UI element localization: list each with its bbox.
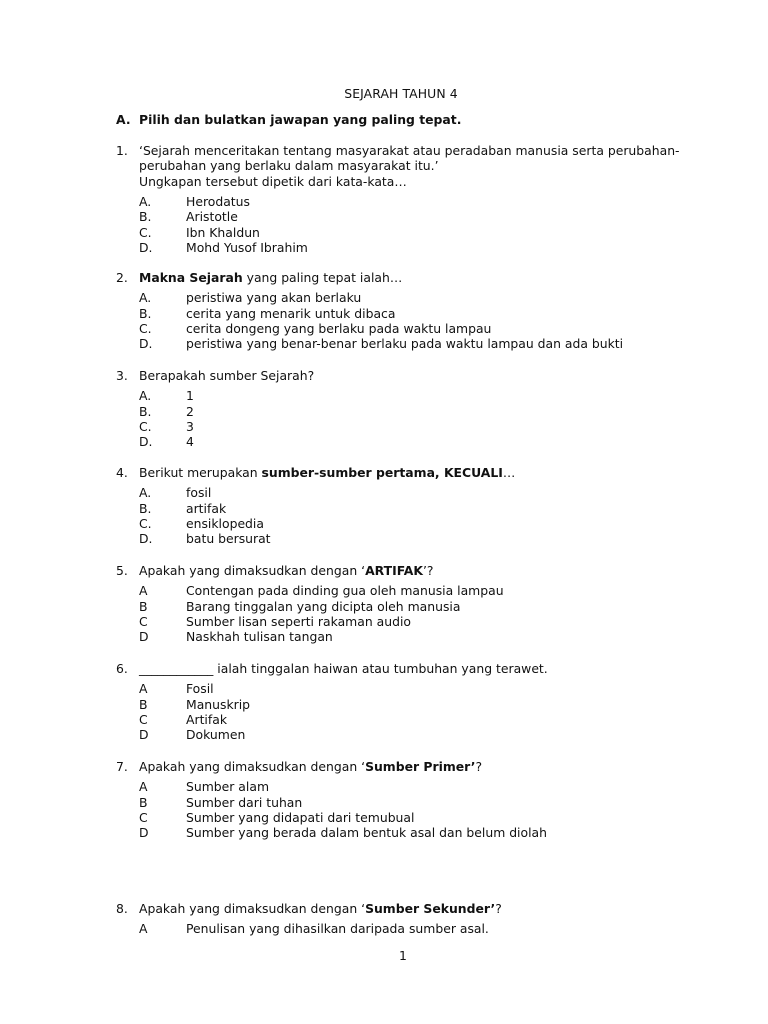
option-letter: A. [139, 485, 152, 501]
question-text-part: Apakah yang dimaksudkan dengan ‘ [139, 563, 366, 578]
question-text-part: ? [475, 759, 483, 774]
question-7 [116, 759, 716, 841]
question-text [139, 759, 716, 774]
option-text: Mohd Yusof Ibrahim [186, 240, 308, 256]
question-number: 3. [116, 368, 128, 383]
option-text: artifak [186, 500, 227, 516]
option-text: Sumber yang didapati dari temubual [186, 810, 415, 826]
question-text [139, 661, 716, 676]
option-text: cerita yang menarik untuk dibaca [186, 305, 396, 321]
option-list [139, 681, 716, 743]
option-text: ensiklopedia [186, 516, 264, 532]
question-text-part: Berikut merupakan [139, 465, 262, 480]
option-list [139, 921, 716, 936]
question-text-part: yang paling tepat ialah… [242, 270, 403, 285]
option-letter: D. [139, 434, 153, 450]
option-letter: D. [139, 336, 153, 352]
option-letter: A [139, 583, 148, 599]
answer-option[interactable] [139, 501, 716, 516]
option-letter: B. [139, 305, 152, 321]
question-text-bold: Sumber Sekunder’ [365, 901, 496, 916]
answer-option[interactable] [139, 825, 716, 840]
option-text: Fosil [186, 681, 214, 697]
option-letter: C [139, 712, 148, 728]
option-text: peristiwa yang benar-benar berlaku pada waktu lampau dan ada bukti [186, 336, 624, 352]
question-3 [116, 368, 716, 450]
question-number: 6. [116, 661, 128, 676]
question-number: 7. [116, 759, 128, 774]
option-text: Ibn Khaldun [186, 224, 260, 240]
question-text [139, 143, 716, 189]
option-letter: D. [139, 240, 153, 256]
answer-option[interactable] [139, 516, 716, 531]
section-letter: A. [116, 112, 131, 127]
answer-option[interactable] [139, 240, 716, 255]
option-letter: A [139, 681, 148, 697]
question-text-bold: ARTIFAK [365, 563, 423, 578]
option-letter: A [139, 779, 148, 795]
answer-option[interactable] [139, 921, 716, 936]
option-text: Naskhah tulisan tangan [186, 629, 333, 645]
option-letter: B [139, 794, 148, 810]
question-number: 8. [116, 901, 128, 916]
answer-option[interactable] [139, 681, 716, 696]
question-number: 1. [116, 143, 128, 158]
option-text: 3 [186, 419, 194, 435]
option-text: Dokumen [186, 727, 246, 743]
question-1 [116, 143, 716, 255]
answer-option[interactable] [139, 419, 716, 434]
option-text: Sumber dari tuhan [186, 794, 303, 810]
question-text [139, 563, 716, 578]
option-letter: D [139, 629, 149, 645]
question-number: 5. [116, 563, 128, 578]
question-text-part: ’? [422, 563, 434, 578]
question-5 [116, 563, 716, 645]
option-text: batu bersurat [186, 531, 271, 547]
option-text: Artifak [186, 712, 228, 728]
section-instruction: Pilih dan bulatkan jawapan yang paling tepat. [139, 112, 462, 127]
question-text-bold: Sumber Primer’ [365, 759, 476, 774]
answer-option[interactable] [139, 810, 716, 825]
option-letter: D [139, 727, 149, 743]
option-letter: B [139, 696, 148, 712]
question-text-part: ____________ ialah tinggalan haiwan atau tumbuhan yang terawet. [139, 661, 548, 676]
option-letter: C [139, 810, 148, 826]
question-text [139, 901, 716, 916]
answer-option[interactable] [139, 209, 716, 224]
option-letter: A. [139, 193, 152, 209]
answer-option[interactable] [139, 336, 716, 351]
option-list [139, 194, 716, 256]
question-6 [116, 661, 716, 743]
answer-option[interactable] [139, 779, 716, 794]
answer-option[interactable] [139, 290, 716, 305]
option-letter: D [139, 825, 149, 841]
option-letter: A. [139, 388, 152, 404]
answer-option[interactable] [139, 485, 716, 500]
question-text-bold: Makna Sejarah [139, 270, 243, 285]
answer-option[interactable] [139, 306, 716, 321]
question-text-part: Apakah yang dimaksudkan dengan ‘ [139, 901, 366, 916]
option-letter: B. [139, 209, 152, 225]
answer-option[interactable] [139, 434, 716, 449]
question-text-part: … [502, 465, 516, 480]
page-number: 1 [399, 948, 407, 963]
question-8 [116, 901, 716, 937]
option-list [139, 485, 716, 547]
answer-option[interactable] [139, 225, 716, 240]
answer-option[interactable] [139, 727, 716, 742]
option-text: 4 [186, 434, 194, 450]
option-text: Manuskrip [186, 696, 251, 712]
option-letter: C. [139, 516, 152, 532]
page-title: SEJARAH TAHUN 4 [344, 86, 458, 101]
question-number: 2. [116, 270, 128, 285]
option-text: Penulisan yang dihasilkan daripada sumber asal. [186, 921, 489, 937]
option-letter: C [139, 614, 148, 630]
answer-option[interactable] [139, 583, 716, 598]
option-text: Sumber lisan seperti rakaman audio [186, 614, 411, 630]
question-text-part: ‘Sejarah menceritakan tentang masyarakat atau peradaban manusia serta perubahan- perubahan yang berlaku dalam masyarakat itu.’ Ungkapan tersebut dipetik dari kata-kata… [139, 143, 680, 189]
option-list [139, 779, 716, 841]
answer-option[interactable] [139, 404, 716, 419]
option-list [139, 388, 716, 450]
option-letter: C. [139, 321, 152, 337]
option-text: 1 [186, 388, 194, 404]
answer-option[interactable] [139, 388, 716, 403]
option-text: Sumber alam [186, 779, 270, 795]
option-text: Barang tinggalan yang dicipta oleh manusia [186, 598, 461, 614]
answer-option[interactable] [139, 531, 716, 546]
question-number: 4. [116, 465, 128, 480]
question-text-part: Berapakah sumber Sejarah? [139, 368, 315, 383]
option-letter: A. [139, 290, 152, 306]
option-text: Herodatus [186, 193, 250, 209]
question-text-part: ? [495, 901, 502, 916]
option-text: peristiwa yang akan berlaku [186, 290, 362, 306]
option-letter: B [139, 598, 148, 614]
answer-option[interactable] [139, 321, 716, 336]
section-a-instruction [116, 112, 461, 127]
answer-option[interactable] [139, 629, 716, 644]
option-text: cerita dongeng yang berlaku pada waktu lampau [186, 321, 492, 337]
option-letter: D. [139, 531, 153, 547]
answer-option[interactable] [139, 795, 716, 810]
answer-option[interactable] [139, 614, 716, 629]
question-text [139, 270, 716, 285]
question-text-part: Apakah yang dimaksudkan dengan ‘ [139, 759, 366, 774]
question-text [139, 368, 716, 383]
option-letter: B. [139, 500, 152, 516]
question-4 [116, 465, 716, 547]
option-letter: A [139, 921, 148, 937]
option-letter: B. [139, 403, 152, 419]
question-text [139, 465, 716, 480]
question-text-bold: sumber-sumber pertama, KECUALI [261, 465, 503, 480]
option-list [139, 583, 716, 645]
answer-option[interactable] [139, 697, 716, 712]
option-text: fosil [186, 485, 212, 501]
question-2 [116, 270, 716, 352]
option-letter: C. [139, 224, 152, 240]
option-text: Aristotle [186, 209, 238, 225]
option-text: Sumber yang berada dalam bentuk asal dan belum diolah [186, 825, 547, 841]
option-list [139, 290, 716, 352]
option-letter: C. [139, 419, 152, 435]
option-text: 2 [186, 403, 194, 419]
answer-option[interactable] [139, 599, 716, 614]
answer-option[interactable] [139, 712, 716, 727]
option-text: Contengan pada dinding gua oleh manusia lampau [186, 583, 504, 599]
answer-option[interactable] [139, 194, 716, 209]
